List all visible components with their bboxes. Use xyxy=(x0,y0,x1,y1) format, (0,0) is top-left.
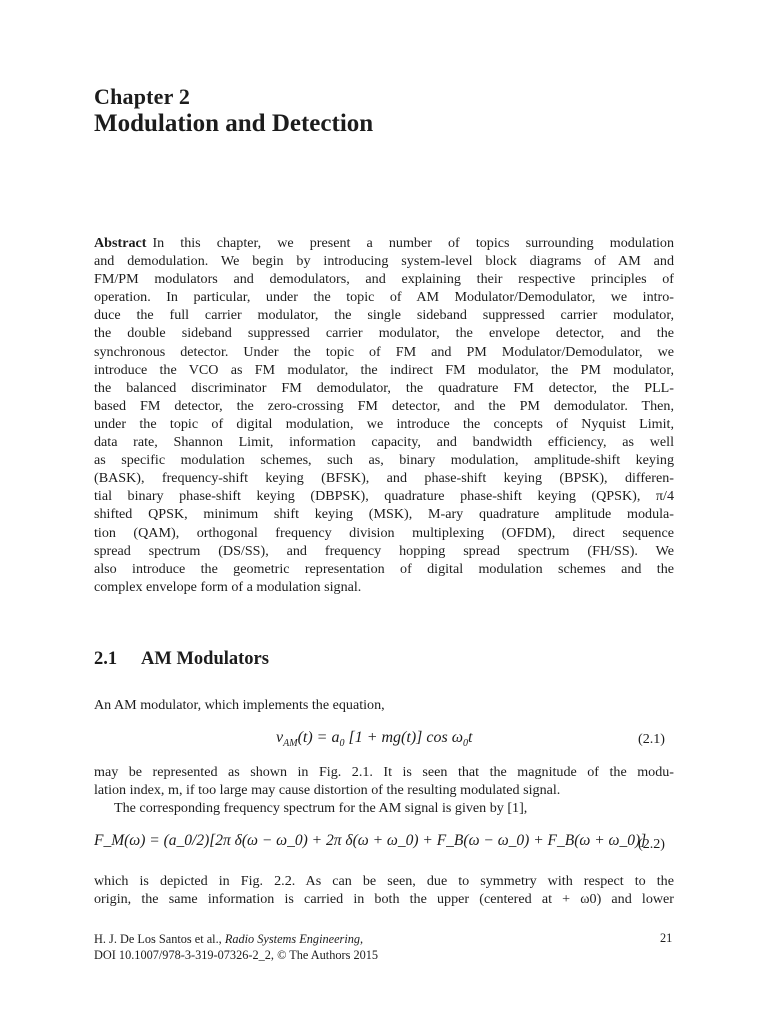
equation-2-2: F_M(ω) = (a_0/2)[2π δ(ω − ω_0) + 2π δ(ω + ω_0) + F_B(ω − ω_0) + F_B(ω + ω_0)] xyxy=(94,832,647,849)
abstract-line: duce the full carrier modulator, the single sideband suppressed carrier modulator, xyxy=(94,307,674,324)
abstract-line: data rate, Shannon Limit, information capacity, and bandwidth efficiency, as well xyxy=(94,434,674,451)
page-number: 21 xyxy=(660,931,673,945)
abstract-line: complex envelope form of a modulation signal. xyxy=(94,578,362,595)
abstract-line: synchronous detector. Under the topic of FM and PM Modulator/Demodulator, we xyxy=(94,343,674,360)
paragraph-intro: An AM modulator, which implements the equation, xyxy=(94,697,385,713)
abstract-line: Abstract In this chapter, we present a number of topics surrounding modulation xyxy=(94,235,674,251)
equation-number-2-1: (2.1) xyxy=(638,731,666,747)
abstract-line: spread spectrum (DS/SS), and frequency hopping spread spectrum (FH/SS). We xyxy=(94,542,674,559)
abstract-line: introduce the VCO as FM modulator, the indirect FM modulator, the PM modulator, xyxy=(94,361,674,378)
abstract xyxy=(94,234,674,596)
abstract-line: tial binary phase-shift keying (DBPSK), quadrature phase-shift keying (QPSK), π/4 xyxy=(94,488,674,505)
abstract-line: tion (QAM), orthogonal frequency division multiplexing (OFDM), direct sequence xyxy=(94,524,674,541)
abstract-line: also introduce the geometric representation of digital modulation schemes and the xyxy=(94,560,674,577)
abstract-line: operation. In particular, under the topic of AM Modulator/Demodulator, we intro- xyxy=(94,289,674,306)
section-title: AM Modulators xyxy=(141,649,269,669)
equation-number-2-2: (2.2) xyxy=(638,836,666,852)
paragraph-3: which is depicted in Fig. 2.2. As can be seen, due to symmetry with respect to the origin, the same information is carried in both the upper (centered at + ω0) and lower xyxy=(94,873,674,908)
equation-2-1: $v_{AM}(t) = a_0$ [1 + mg(t)] $\cos \omega_0t$ xyxy=(276,729,473,750)
section-number: 2.1 xyxy=(94,649,118,669)
abstract-line: (BASK), frequency-shift keying (BFSK), and phase-shift keying (BPSK), differen- xyxy=(94,470,674,487)
abstract-line: as specific modulation schemes, such as, binary modulation, amplitude-shift keying xyxy=(94,452,674,469)
chapter-title: Modulation and Detection xyxy=(94,110,374,137)
abstract-line: based FM detector, the zero-crossing FM detector, and the PM demodulator. Then, xyxy=(94,397,674,414)
abstract-line: under the topic of digital modulation, we introduce the concepts of Nyquist Limit, xyxy=(94,415,674,432)
abstract-line: FM/PM modulators and demodulators, and explaining their respective principles of xyxy=(94,271,674,288)
paragraph-1: may be represented as shown in Fig. 2.1. It is seen that the magnitude of the modu- lation index, m, if too large may cause distortion of the resulting modulated signal. The corresponding frequency spectrum for the AM signal is given by [1], xyxy=(94,764,674,817)
chapter-label: Chapter 2 xyxy=(94,84,191,109)
abstract-heading: Abstract xyxy=(94,235,147,251)
footer-citation: H. J. De Los Santos et al., Radio Systems Engineering, DOI 10.1007/978-3-319-07326-2_2, © The Authors 2015 xyxy=(94,932,379,962)
abstract-line: the balanced discriminator FM demodulator, the quadrature FM detector, the PLL- xyxy=(94,379,674,396)
abstract-line: and demodulation. We begin by introducing system-level block diagrams of AM and xyxy=(94,253,674,270)
abstract-line: shifted QPSK, minimum shift keying (MSK), M-ary quadrature amplitude modula- xyxy=(94,506,674,523)
abstract-line: the double sideband suppressed carrier modulator, the envelope detector, and the xyxy=(94,325,674,342)
